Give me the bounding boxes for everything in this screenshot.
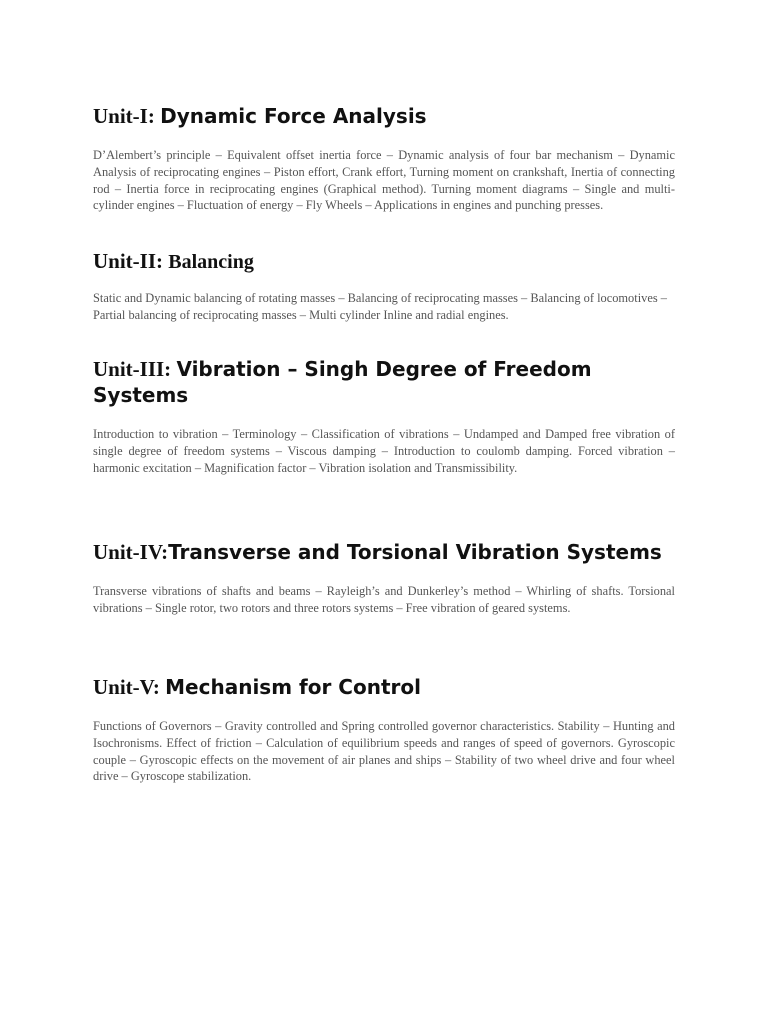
unit-4-prefix: Unit-IV: (93, 540, 169, 564)
unit-3-heading (93, 356, 675, 408)
unit-4-section (93, 539, 675, 617)
unit-5-title: Mechanism for Control (165, 675, 421, 699)
unit-2-title: Balancing (168, 251, 254, 273)
unit-2-body: Static and Dynamic balancing of rotating masses – Balancing of reciprocating masses – Balancing of locomotives – Partial balancing of reciprocating masses – Multi cylinder Inline and radial engines. (93, 291, 667, 322)
unit-1-body: D’Alembert’s principle – Equivalent offset inertia force – Dynamic analysis of four bar mechanism – Dynamic Analysis of reciprocating engines – Piston effort, Crank effort, Turning moment on crankshaft, Inertia of connecting rod – Inertia force in reciprocating engines (Graphical method). Turning moment diagrams – Single and multi-cylinder engines – Fluctuation of energy – Fly Wheels – Applications in engines and punching presses. (93, 148, 675, 213)
unit-1-heading (93, 103, 675, 129)
unit-4-title: Transverse and Torsional Vibration Systems (168, 540, 662, 564)
unit-3-body: Introduction to vibration – Terminology – Classification of vibrations – Undamped and Damped free vibration of single degree of freedom systems – Viscous damping – Introduction to coulomb damping. Forced vibration – harmonic excitation – Magnification factor – Vibration isolation and Transmissibility. (93, 427, 675, 475)
unit-1-section (93, 103, 675, 214)
unit-2-prefix: Unit-II: (93, 249, 164, 273)
unit-3-title: Vibration – Singh Degree of Freedom Systems (93, 357, 592, 407)
unit-3-section (93, 356, 675, 476)
unit-1-prefix: Unit-I: (93, 104, 155, 128)
unit-4-heading (93, 539, 675, 565)
unit-1-title: Dynamic Force Analysis (160, 104, 427, 128)
unit-5-heading (93, 674, 675, 700)
unit-5-section (93, 674, 675, 785)
unit-2-heading (93, 248, 675, 275)
unit-2-section (93, 248, 675, 324)
unit-5-body: Functions of Governors – Gravity controlled and Spring controlled governor characteristics. Stability – Hunting and Isochronisms. Effect of friction – Calculation of equilibrium speeds and ranges of speed of governors. Gyroscopic couple – Gyroscopic effects on the movement of air planes and ships – Stability of two wheel drive and four wheel drive – Gyroscope stabilization. (93, 719, 675, 784)
unit-4-body: Transverse vibrations of shafts and beams – Rayleigh’s and Dunkerley’s method – Whirling of shafts. Torsional vibrations – Single rotor, two rotors and three rotors systems – Free vibration of geared systems. (93, 584, 675, 615)
unit-5-prefix: Unit-V: (93, 675, 160, 699)
unit-3-prefix: Unit-III: (93, 357, 172, 381)
